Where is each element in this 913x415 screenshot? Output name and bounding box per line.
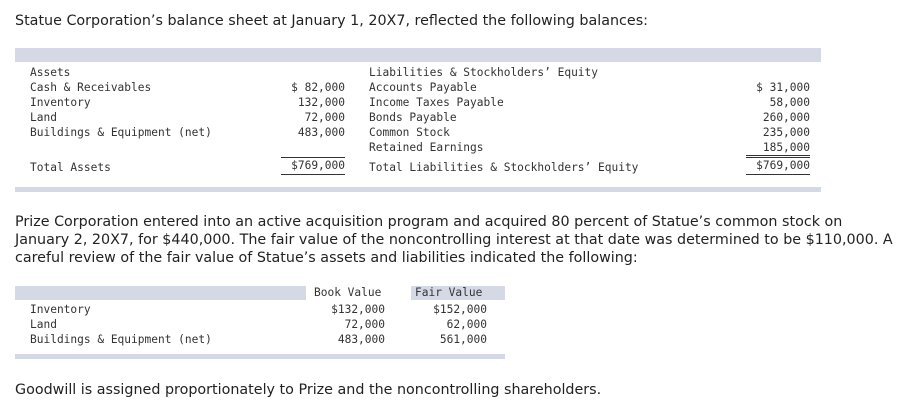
asset-label: Cash & Receivables — [30, 81, 152, 94]
intro-text: Statue Corporation’s balance sheet at January 1, 20X7, reflected the following balances: — [15, 13, 648, 29]
liability-label: Income Taxes Payable — [369, 96, 504, 109]
table-footer-bar — [15, 187, 821, 192]
fair-value-table — [15, 286, 505, 359]
liability-value: $ 31,000 — [756, 81, 810, 94]
liability-value: 260,000 — [762, 111, 810, 124]
book-value: 72,000 — [344, 318, 385, 331]
table-header-bar — [15, 48, 821, 62]
fv-row-label: Inventory — [30, 303, 91, 316]
liability-label: Bonds Payable — [369, 111, 457, 124]
table-footer-bar — [15, 354, 505, 359]
book-value: $132,000 — [331, 303, 385, 316]
goodwill-text: Goodwill is assigned proportionately to Prize and the noncontrolling shareholders. — [15, 382, 602, 398]
asset-label: Inventory — [30, 96, 91, 109]
acquisition-text: Prize Corporation entered into an active acquisition program and acquired 80 percent of Statue’s common stock on January 2, 20X7, for $440,000. The fair value of the noncontrolling interest at that date was determined to be $110,000. A careful review of the fair value of Statue’s assets and liabilities indicated the following: — [15, 214, 893, 266]
book-value: 483,000 — [337, 333, 385, 346]
liability-label: Common Stock — [369, 126, 450, 139]
liabilities-header: Liabilities & Stockholders’ Equity — [369, 66, 599, 79]
balance-sheet-table — [15, 48, 821, 192]
asset-label: Land — [30, 111, 57, 124]
total-assets-value: $769,000 — [281, 157, 345, 175]
liability-value: 235,000 — [762, 126, 810, 139]
liability-value: 58,000 — [769, 96, 810, 109]
asset-value: 72,000 — [304, 111, 345, 124]
asset-value: 483,000 — [297, 126, 345, 139]
fv-row-label: Buildings & Equipment (net) — [30, 333, 212, 346]
fair-value: 561,000 — [439, 333, 487, 346]
asset-label: Buildings & Equipment (net) — [30, 126, 212, 139]
liability-value: 185,000 — [746, 140, 810, 156]
fv-row-label: Land — [30, 318, 57, 331]
total-liabilities-value: $769,000 — [746, 157, 810, 175]
total-assets-label: Total Assets — [30, 161, 111, 174]
fair-value-header: Fair Value — [415, 286, 483, 299]
total-liabilities-label: Total Liabilities & Stockholders’ Equity — [369, 161, 639, 174]
liability-label: Retained Earnings — [369, 141, 484, 154]
book-value-header: Book Value — [314, 286, 382, 299]
fair-value: $152,000 — [433, 303, 487, 316]
asset-value: $ 82,000 — [291, 81, 345, 94]
liability-label: Accounts Payable — [369, 81, 477, 94]
table-header-bar — [15, 286, 306, 300]
assets-header: Assets — [30, 66, 71, 79]
asset-value: 132,000 — [297, 96, 345, 109]
fair-value: 62,000 — [446, 318, 487, 331]
